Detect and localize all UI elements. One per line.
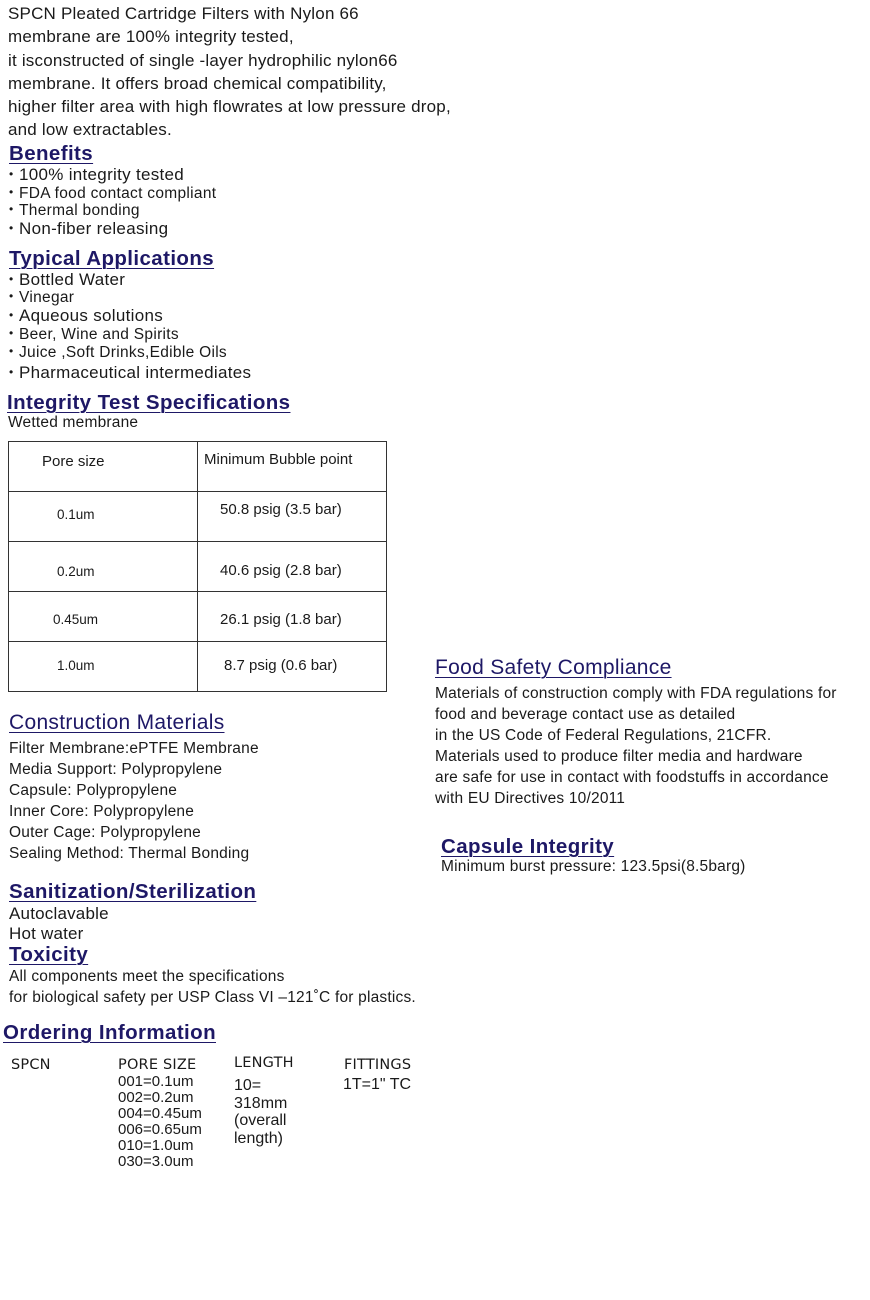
intro-line: and low extractables. (8, 120, 172, 140)
bullet-icon: • (9, 167, 14, 181)
capsule-heading: Capsule Integrity (441, 835, 615, 858)
construction-line: Sealing Method: Thermal Bonding (9, 845, 250, 862)
application-item: • Vinegar (9, 289, 75, 306)
table-cell: 40.6 psig (2.8 bar) (198, 542, 387, 592)
application-item: • Beer, Wine and Spirits (9, 326, 179, 343)
table-header-row (9, 442, 387, 492)
bullet-icon: • (9, 272, 14, 286)
table-cell: 0.1um (9, 492, 198, 542)
fitting-code: 1T=1" TC (343, 1076, 412, 1093)
bullet-icon: • (9, 326, 14, 340)
application-item: • Aqueous solutions (9, 306, 164, 325)
integrity-table (8, 441, 387, 692)
bullet-icon: • (9, 221, 14, 235)
table-header-cell: Minimum Bubble point (198, 442, 387, 492)
ordering-heading: Ordering Information (3, 1021, 216, 1044)
pore-size-code: 010=1.0um (118, 1137, 194, 1154)
bullet-icon: • (9, 185, 14, 199)
applications-heading: Typical Applications (9, 247, 215, 270)
table-row (9, 642, 387, 692)
pore-size-code: 030=3.0um (118, 1153, 194, 1170)
table-row (9, 542, 387, 592)
ordering-column-header: FITTINGS (344, 1057, 412, 1073)
construction-list (9, 738, 259, 864)
bullet-icon: • (9, 308, 14, 322)
food-safety-line: with EU Directives 10/2011 (435, 790, 626, 807)
toxicity-line: All components meet the specifications (9, 968, 285, 985)
pore-size-codes (118, 1074, 202, 1170)
sanitization-line: Autoclavable (9, 904, 109, 923)
table-cell: 0.45um (9, 592, 198, 642)
pore-size-code: 002=0.2um (118, 1089, 194, 1106)
ordering-column-header: LENGTH (234, 1055, 294, 1071)
table-header-cell: Pore size (9, 442, 198, 492)
food-safety-line: Materials used to produce filter media and hardware (435, 748, 803, 765)
sanitization-line: Hot water (9, 924, 84, 943)
pore-size-code: 001=0.1um (118, 1073, 194, 1090)
intro-line: membrane are 100% integrity tested, (8, 27, 294, 47)
length-code: (overall (234, 1112, 287, 1129)
benefit-item: • Thermal bonding (9, 202, 140, 219)
bullet-icon: • (9, 344, 14, 358)
integrity-subtitle: Wetted membrane (8, 414, 139, 431)
benefit-item: • FDA food contact compliant (9, 185, 217, 202)
bullet-icon: • (9, 365, 14, 379)
construction-line: Capsule: Polypropylene (9, 782, 178, 799)
table-cell: 0.2um (9, 542, 198, 592)
sanitization-heading: Sanitization/Sterilization (9, 880, 257, 903)
food-safety-line: Materials of construction comply with FDA regulations for (435, 685, 837, 702)
food-safety-line: food and beverage contact use as detailed (435, 706, 736, 723)
table-row (9, 492, 387, 542)
application-item: • Bottled Water (9, 270, 126, 289)
toxicity-heading: Toxicity (9, 943, 89, 966)
table-row (9, 592, 387, 642)
bullet-icon: • (9, 289, 14, 303)
construction-line: Filter Membrane:ePTFE Membrane (9, 740, 259, 757)
intro-paragraph (8, 2, 451, 142)
construction-line: Outer Cage: Polypropylene (9, 824, 201, 841)
pore-size-code: 006=0.65um (118, 1121, 202, 1138)
application-item: • Pharmaceutical intermediates (9, 363, 252, 382)
length-code: length) (234, 1129, 283, 1147)
construction-line: Media Support: Polypropylene (9, 761, 223, 778)
length-code: 318mm (234, 1094, 288, 1112)
table-cell: 8.7 psig (0.6 bar) (198, 642, 387, 692)
construction-line: Inner Core: Polypropylene (9, 803, 195, 820)
benefits-heading: Benefits (9, 142, 94, 165)
pore-size-code: 004=0.45um (118, 1105, 202, 1122)
application-item: • Juice ,Soft Drinks,Edible Oils (9, 344, 227, 361)
length-code: 10= (234, 1077, 262, 1094)
ordering-column-header: SPCN (11, 1057, 51, 1073)
capsule-text: Minimum burst pressure: 123.5psi(8.5barg) (441, 858, 746, 875)
toxicity-line: for biological safety per USP Class VI –121˚C for plastics. (9, 989, 416, 1006)
benefit-item: • 100% integrity tested (9, 165, 185, 184)
food-safety-heading: Food Safety Compliance (435, 656, 672, 679)
food-safety-text (435, 683, 837, 809)
food-safety-line: in the US Code of Federal Regulations, 21CFR. (435, 727, 772, 744)
table-cell: 1.0um (9, 642, 198, 692)
table-cell: 50.8 psig (3.5 bar) (198, 492, 387, 542)
bullet-icon: • (9, 202, 14, 216)
table-cell: 26.1 psig (1.8 bar) (198, 592, 387, 642)
construction-heading: Construction Materials (9, 711, 225, 734)
integrity-heading: Integrity Test Specifications (7, 391, 291, 414)
food-safety-line: are safe for use in contact with foodstuffs in accordance (435, 769, 829, 786)
ordering-column-header: PORE SIZE (118, 1057, 197, 1073)
benefit-item: • Non-fiber releasing (9, 219, 169, 238)
intro-line: higher filter area with high flowrates at low pressure drop, (8, 97, 451, 117)
intro-line: SPCN Pleated Cartridge Filters with Nylon 66 (8, 4, 359, 23)
length-codes (234, 1077, 287, 1147)
intro-line: membrane. It offers broad chemical compatibility, (8, 73, 387, 93)
intro-line: it isconstructed of single -layer hydrophilic nylon66 (8, 50, 398, 70)
